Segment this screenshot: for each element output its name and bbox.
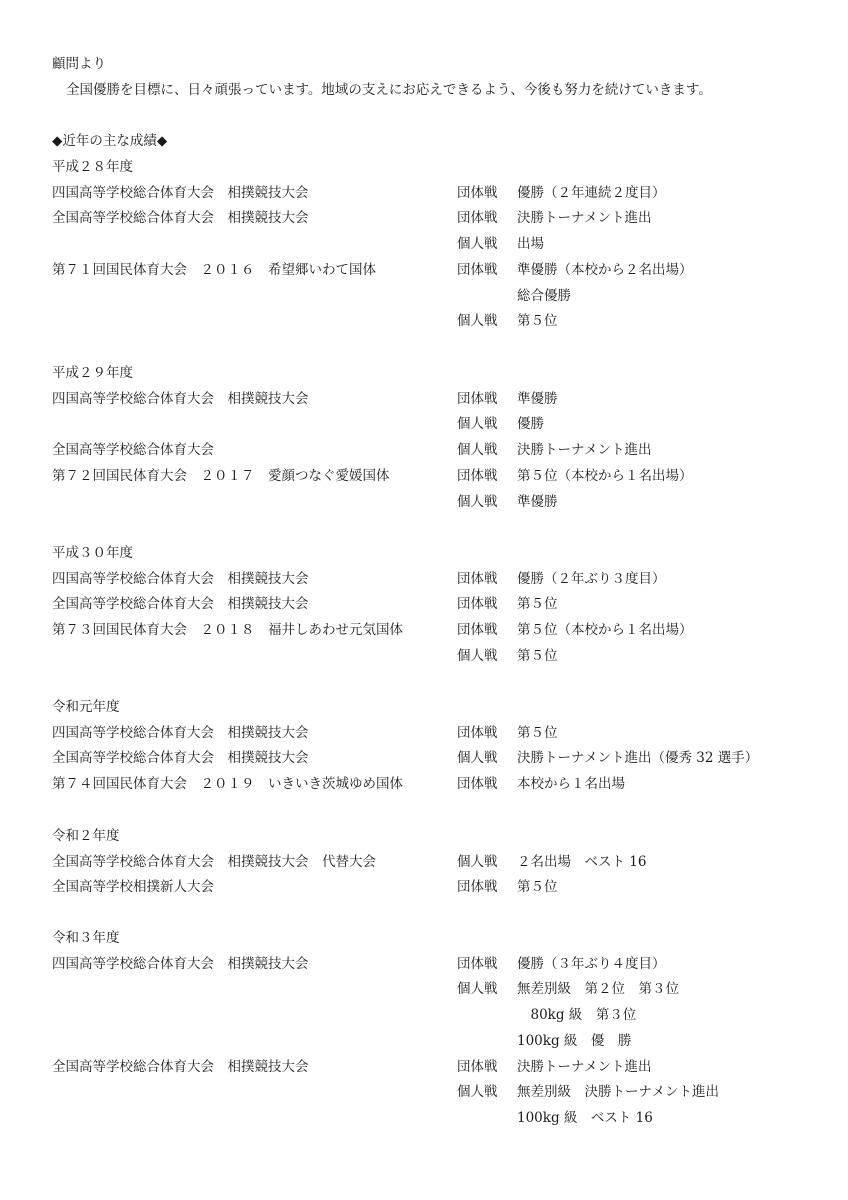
event-name: 四国高等学校総合体育大会 相撲競技大会	[52, 570, 309, 587]
result-text: 出場	[517, 236, 544, 253]
advisor-heading: 顧問より	[52, 56, 106, 72]
result-text: 第５位（本校から１名出場）	[517, 467, 693, 484]
match-category: 個人戦	[457, 493, 498, 510]
result-text: 第５位（本校から１名出場）	[517, 622, 693, 639]
result-text: 決勝トーナメント進出	[517, 1058, 652, 1075]
match-category: 団体戦	[457, 390, 498, 407]
result-text: ２名出場 ベスト 16	[517, 853, 647, 870]
event-name: 全国高等学校総合体育大会 相撲競技大会	[52, 596, 309, 613]
advisor-message: 全国優勝を目標に、日々頑張っています。地域の支えにお応えできるよう、今後も努力を続けていきます。	[66, 82, 712, 98]
event-name: 第７１回国民体育大会 ２０１６ 希望郷いわて国体	[52, 261, 376, 278]
result-text: 決勝トーナメント進出	[517, 442, 652, 459]
result-text: 無差別級 決勝トーナメント進出	[517, 1084, 719, 1101]
match-category: 団体戦	[457, 622, 498, 639]
event-name: 四国高等学校総合体育大会 相撲競技大会	[52, 184, 309, 201]
year-heading: 令和元年度	[52, 699, 120, 715]
result-text: 第５位	[517, 647, 558, 664]
event-name: 全国高等学校相撲新人大会	[52, 879, 214, 896]
match-category: 個人戦	[457, 750, 498, 767]
match-category: 個人戦	[457, 853, 498, 870]
match-category: 個人戦	[457, 442, 498, 459]
result-text: 優勝	[517, 416, 544, 433]
result-text: 第５位	[517, 879, 558, 896]
match-category: 個人戦	[457, 647, 498, 664]
year-heading: 平成３０年度	[52, 545, 133, 561]
match-category: 団体戦	[457, 184, 498, 201]
event-name: 第７２回国民体育大会 ２０１７ 愛顔つなぐ愛媛国体	[52, 467, 390, 484]
year-heading: 平成２９年度	[52, 365, 133, 381]
match-category: 個人戦	[457, 981, 498, 998]
event-name: 四国高等学校総合体育大会 相撲競技大会	[52, 390, 309, 407]
event-name: 四国高等学校総合体育大会 相撲競技大会	[52, 724, 309, 741]
result-text: 第５位	[517, 313, 558, 330]
match-category: 個人戦	[457, 1084, 498, 1101]
result-text: 決勝トーナメント進出（優秀 32 選手）	[517, 750, 759, 767]
event-name: 全国高等学校総合体育大会 相撲競技大会	[52, 750, 309, 767]
result-text: 総合優勝	[517, 287, 571, 304]
event-name: 第７４回国民体育大会 ２０１９ いきいき茨城ゆめ国体	[52, 776, 403, 793]
result-text: 決勝トーナメント進出	[517, 210, 652, 227]
match-category: 団体戦	[457, 261, 498, 278]
event-name: 全国高等学校総合体育大会 相撲競技大会	[52, 1058, 309, 1075]
match-category: 個人戦	[457, 236, 498, 253]
event-name: 全国高等学校総合体育大会 相撲競技大会 代替大会	[52, 853, 376, 870]
result-text: 優勝（３年ぶり４度目）	[517, 955, 666, 972]
year-heading: 平成２８年度	[52, 159, 133, 175]
result-text: 100kg 級 優 勝	[517, 1032, 632, 1049]
match-category: 個人戦	[457, 416, 498, 433]
match-category: 団体戦	[457, 776, 498, 793]
event-name: 第７３回国民体育大会 ２０１８ 福井しあわせ元気国体	[52, 622, 403, 639]
result-text: 第５位	[517, 724, 558, 741]
result-text: 第５位	[517, 596, 558, 613]
event-name: 全国高等学校総合体育大会	[52, 442, 214, 459]
year-heading: 令和３年度	[52, 930, 120, 946]
event-name: 四国高等学校総合体育大会 相撲競技大会	[52, 955, 309, 972]
result-text: 優勝（２年ぶり３度目）	[517, 570, 666, 587]
match-category: 団体戦	[457, 1058, 498, 1075]
result-text: 準優勝	[517, 493, 558, 510]
match-category: 団体戦	[457, 724, 498, 741]
match-category: 団体戦	[457, 210, 498, 227]
match-category: 団体戦	[457, 570, 498, 587]
result-text: 100kg 級 ベスト 16	[517, 1109, 653, 1126]
match-category: 団体戦	[457, 467, 498, 484]
match-category: 団体戦	[457, 596, 498, 613]
result-text: 80kg 級 第３位	[517, 1007, 637, 1024]
result-text: 本校から１名出場	[517, 776, 625, 793]
match-category: 団体戦	[457, 879, 498, 896]
year-heading: 令和２年度	[52, 828, 120, 844]
match-category: 個人戦	[457, 313, 498, 330]
event-name: 全国高等学校総合体育大会 相撲競技大会	[52, 210, 309, 227]
result-text: 優勝（２年連続２度目）	[517, 184, 666, 201]
results-title: ◆近年の主な成績◆	[52, 133, 168, 149]
result-text: 準優勝	[517, 390, 558, 407]
result-text: 準優勝（本校から２名出場）	[517, 261, 693, 278]
match-category: 団体戦	[457, 955, 498, 972]
result-text: 無差別級 第２位 第３位	[517, 981, 679, 998]
